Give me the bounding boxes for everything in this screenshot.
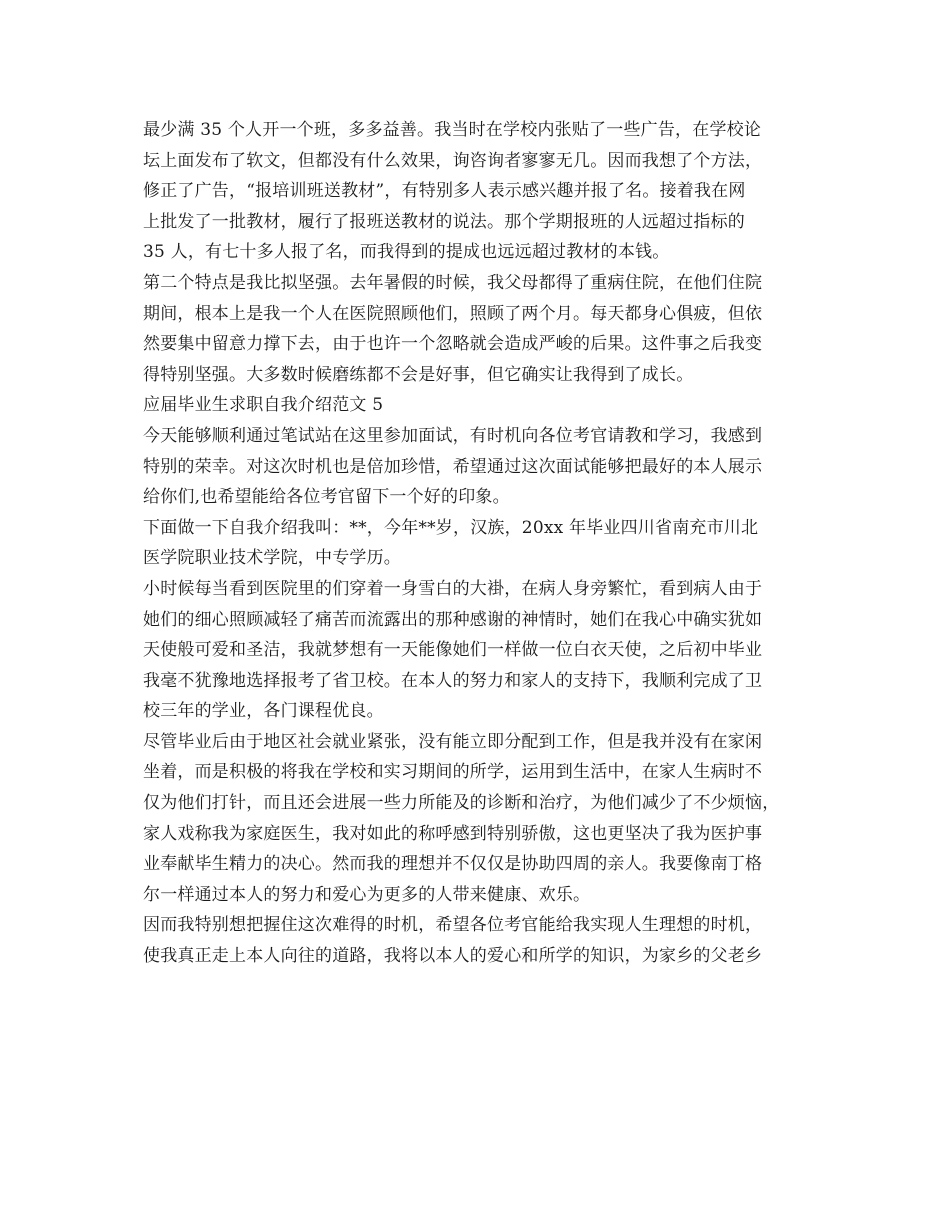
text-line: 得特别坚强。大多数时候磨练都不会是好事，但它确实让我得到了成长。 bbox=[143, 364, 694, 385]
text-line: 小时候每当看到医院里的们穿着一身雪白的大褂，在病人身旁繁忙，看到病人由于 bbox=[143, 578, 763, 599]
text-line: 今天能够顺利通过笔试站在这里参加面试，有时机向各位考官请教和学习，我感到 bbox=[143, 425, 763, 446]
text-line: 最少满 35 个人开一个班，多多益善。我当时在学校内张贴了一些广告，在学校论 bbox=[143, 120, 762, 140]
text-line: 使我真正走上本人向往的道路，我将以本人的爱心和所学的知识，为家乡的父老乡 bbox=[143, 946, 763, 967]
section-heading: 应届毕业生求职自我介绍范文 5 bbox=[143, 395, 384, 416]
text-line: 坛上面发布了软文，但都没有什么效果，询咨询者寥寥无几。因而我想了个方法， bbox=[143, 150, 763, 171]
text-line: 给你们,也希望能给各位考官留下一个好的印象。 bbox=[143, 487, 510, 508]
text-line: 然要集中留意力撑下去，由于也许一个忽略就会造成严峻的后果。这件事之后我变 bbox=[143, 334, 763, 355]
text-line: 她们的细心照顾减轻了痛苦而流露出的那种感谢的神情时，她们在我心中确实犹如 bbox=[143, 609, 763, 630]
text-line: 医学院职业技术学院，中专学历。 bbox=[143, 548, 401, 569]
text-line: 修正了广告，“报培训班送教材”，有特别多人表示感兴趣并报了名。接着我在网 bbox=[143, 181, 746, 202]
text-line: 第二个特点是我比拟坚强。去年暑假的时候，我父母都得了重病住院，在他们住院 bbox=[143, 272, 763, 293]
text-line: 家人戏称我为家庭医生，我对如此的称呼感到特别骄傲，这也更坚决了我为医护事 bbox=[143, 823, 763, 844]
text-line: 下面做一下自我介绍我叫：**，今年**岁，汉族，20xx 年毕业四川省南充市川北 bbox=[143, 517, 759, 538]
text-line: 特别的荣幸。对这次时机也是倍加珍惜，希望通过这次面试能够把最好的本人展示 bbox=[143, 456, 763, 477]
text-line: 仅为他们打针，而且还会进展一些力所能及的诊断和治疗，为他们减少了不少烦恼， bbox=[143, 793, 780, 814]
text-line: 业奉献毕生精力的决心。然而我的理想并不仅仅是协助四周的亲人。我要像南丁格 bbox=[143, 854, 763, 875]
text-line: 35 人，有七十多人报了名，而我得到的提成也远远超过教材的本钱。 bbox=[143, 242, 670, 263]
text-line: 期间，根本上是我一个人在医院照顾他们，照顾了两个月。每天都身心俱疲，但依 bbox=[143, 303, 763, 324]
text-line: 尔一样通过本人的努力和爱心为更多的人带来健康、欢乐。 bbox=[143, 884, 591, 905]
text-line: 尽管毕业后由于地区社会就业紧张，没有能立即分配到工作，但是我并没有在家闲 bbox=[143, 731, 763, 752]
document-body bbox=[143, 115, 833, 972]
text-line: 因而我特别想把握住这次难得的时机，希望各位考官能给我实现人生理想的时机， bbox=[143, 915, 763, 936]
text-line: 校三年的学业，各门课程优良。 bbox=[143, 701, 384, 722]
text-line: 上批发了一批教材，履行了报班送教材的说法。那个学期报班的人远超过指标的 bbox=[143, 211, 745, 232]
text-line: 天使般可爱和圣洁，我就梦想有一天能像她们一样做一位白衣天使，之后初中毕业 bbox=[143, 640, 763, 661]
text-line: 坐着，而是积极的将我在学校和实习期间的所学，运用到生活中，在家人生病时不 bbox=[143, 762, 763, 783]
text-line: 我毫不犹豫地选择报考了省卫校。在本人的努力和家人的支持下，我顺利完成了卫 bbox=[143, 670, 763, 691]
